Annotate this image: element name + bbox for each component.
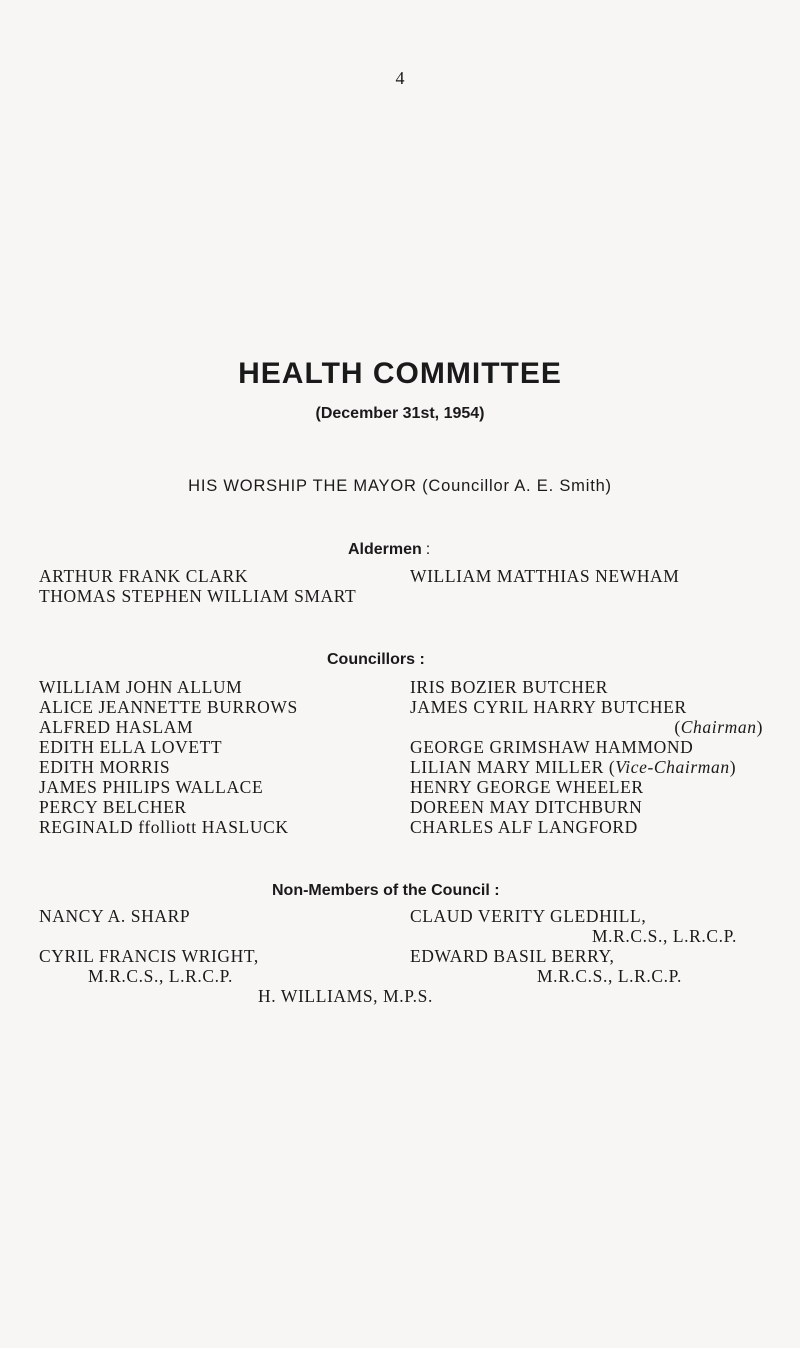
councillor-name: REGINALD ffolliott HASLUCK: [39, 817, 289, 837]
chairman-role: (Chairman): [674, 717, 763, 737]
non-members-heading: Non-Members of the Council :: [272, 882, 500, 899]
councillor-name: GEORGE GRIMSHAW HAMMOND: [410, 737, 694, 757]
councillor-name: JAMES PHILIPS WALLACE: [39, 777, 264, 797]
aldermen-heading: [348, 541, 430, 559]
non-member-qualification: M.R.C.S., L.R.C.P.: [88, 966, 234, 986]
vice-chairman-label: Vice-Chairman: [615, 757, 730, 777]
councillor-name: PERCY BELCHER: [39, 797, 187, 817]
councillor-name: CHARLES ALF LANGFORD: [410, 817, 638, 837]
non-member-name: EDWARD BASIL BERRY,: [410, 946, 615, 966]
aldermen-heading-colon: :: [425, 541, 431, 558]
councillor-name: LILIAN MARY MILLER: [410, 757, 604, 777]
non-member-name: H. WILLIAMS, M.P.S.: [258, 986, 433, 1006]
councillor-name: EDITH ELLA LOVETT: [39, 737, 223, 757]
councillor-name: ALICE JEANNETTE BURROWS: [39, 697, 298, 717]
aldermen-heading-label: Aldermen: [348, 541, 422, 558]
councillor-name: DOREEN MAY DITCHBURN: [410, 797, 643, 817]
councillors-right-column: [410, 677, 763, 837]
alderman-name: THOMAS STEPHEN WILLIAM SMART: [39, 586, 357, 606]
page-title: HEALTH COMMITTEE: [238, 357, 562, 390]
councillor-name: WILLIAM JOHN ALLUM: [39, 677, 243, 697]
non-member-name: CYRIL FRANCIS WRIGHT,: [39, 946, 259, 966]
councillor-name: IRIS BOZIER BUTCHER: [410, 677, 609, 697]
aldermen-left-column: [39, 566, 356, 606]
councillor-name: ALFRED HASLAM: [39, 717, 194, 737]
alderman-name: WILLIAM MATTHIAS NEWHAM: [410, 566, 680, 586]
alderman-name: ARTHUR FRANK CLARK: [39, 566, 249, 586]
committee-date: (December 31st, 1954): [315, 405, 485, 422]
mayor-line: HIS WORSHIP THE MAYOR (Councillor A. E. Smith): [188, 477, 612, 495]
aldermen-right-column: [410, 566, 679, 586]
chairman-label: Chairman: [680, 717, 757, 737]
non-member-name: NANCY A. SHARP: [39, 906, 191, 926]
page-number: 4: [395, 68, 405, 88]
councillors-left-column: [39, 677, 298, 837]
non-member-name: CLAUD VERITY GLEDHILL,: [410, 906, 647, 926]
non-member-qualification: M.R.C.S., L.R.C.P.: [592, 926, 738, 946]
councillor-name: HENRY GEORGE WHEELER: [410, 777, 644, 797]
councillor-name: JAMES CYRIL HARRY BUTCHER: [410, 697, 687, 717]
vice-chairman-line: LILIAN MARY MILLER (Vice-Chairman): [410, 757, 737, 777]
non-member-qualification: M.R.C.S., L.R.C.P.: [537, 966, 683, 986]
councillor-name: EDITH MORRIS: [39, 757, 171, 777]
councillors-heading: Councillors :: [327, 651, 425, 668]
